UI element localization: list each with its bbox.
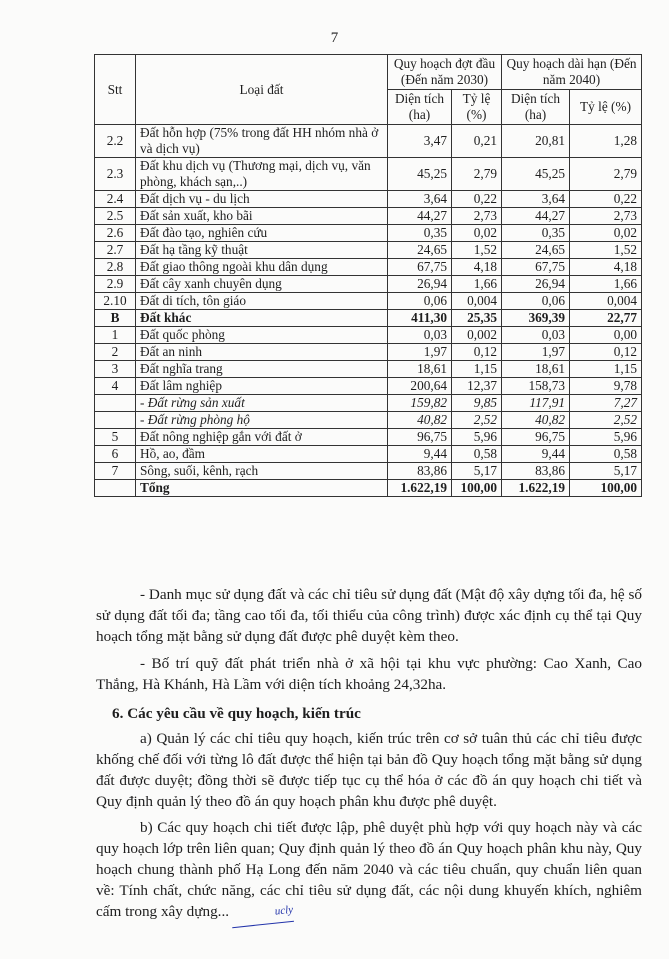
paragraph-b-text: b) Các quy hoạch chi tiết được lập, phê duyệt phù hợp với quy hoạch này và các quy hoạch lớp trên liên quan; Quy định quản lý theo đồ án Quy hoạch phân khu này, Quy hoạch chung thành phố Hạ Long đến năm 2040 và các tiêu chuẩn, quy chuẩn liên quan về: Tính chất, chức năng, các chỉ tiêu sử dụng đất, các nội dung khuyến khích, nghiêm cấm trong xây dựng... (96, 819, 642, 920)
table-row (95, 125, 642, 158)
initials-signature: ucly (230, 900, 294, 928)
row-ratio-2030: 0,002 (452, 327, 502, 344)
row-stt (95, 395, 136, 412)
row-stt: 2 (95, 344, 136, 361)
row-ratio-2030: 1,66 (452, 276, 502, 293)
row-area-2040: 117,91 (502, 395, 570, 412)
row-land-type: - Đất rừng sản xuất (136, 395, 388, 412)
row-land-type: Sông, suối, kênh, rạch (136, 463, 388, 480)
row-ratio-2040: 1,28 (570, 125, 642, 158)
header-ratio-2040: Tỷ lệ (%) (570, 90, 642, 125)
row-ratio-2040: 2,79 (570, 158, 642, 191)
row-ratio-2040: 4,18 (570, 259, 642, 276)
paragraph-a: a) Quản lý các chỉ tiêu quy hoạch, kiến trúc trên cơ sở tuân thủ các chỉ tiêu được khống chế đối với từng lô đất được thể hiện tại bản đồ Quy hoạch tổng mặt bằng sử dụng đất được duyệt; đồng thời sẽ được tiếp tục cụ thể hóa ở các đồ án quy hoạch chi tiết và Quy định quản lý theo đồ án quy hoạch phân khu được phê duyệt. (96, 730, 642, 810)
row-ratio-2040: 0,22 (570, 191, 642, 208)
table-row (95, 310, 642, 327)
row-area-2040: 24,65 (502, 242, 570, 259)
row-land-type: Đất đào tạo, nghiên cứu (136, 225, 388, 242)
row-ratio-2040: 9,78 (570, 378, 642, 395)
row-land-type: - Đất rừng phòng hộ (136, 412, 388, 429)
row-stt: 6 (95, 446, 136, 463)
row-area-2030: 9,44 (388, 446, 452, 463)
row-land-type: Đất quốc phòng (136, 327, 388, 344)
row-area-2040: 20,81 (502, 125, 570, 158)
row-area-2040: 44,27 (502, 208, 570, 225)
row-land-type: Đất hạ tầng kỹ thuật (136, 242, 388, 259)
row-ratio-2040: 5,96 (570, 429, 642, 446)
row-ratio-2030: 1,52 (452, 242, 502, 259)
table-row (95, 225, 642, 242)
row-ratio-2040: 0,02 (570, 225, 642, 242)
row-stt (95, 412, 136, 429)
header-stt: Stt (95, 55, 136, 125)
row-land-type: Đất nông nghiệp gắn với đất ở (136, 429, 388, 446)
row-area-2030: 0,03 (388, 327, 452, 344)
table-row (95, 361, 642, 378)
row-land-type: Hồ, ao, đầm (136, 446, 388, 463)
row-ratio-2030: 0,02 (452, 225, 502, 242)
row-area-2040: 40,82 (502, 412, 570, 429)
row-area-2030: 3,64 (388, 191, 452, 208)
row-area-2030: 45,25 (388, 158, 452, 191)
row-stt: B (95, 310, 136, 327)
row-area-2040: 96,75 (502, 429, 570, 446)
table-row (95, 191, 642, 208)
row-area-2040: 0,03 (502, 327, 570, 344)
row-land-type: Đất cây xanh chuyên dụng (136, 276, 388, 293)
row-ratio-2040: 0,00 (570, 327, 642, 344)
row-land-type: Đất nghĩa trang (136, 361, 388, 378)
paragraph-b (96, 817, 642, 925)
row-area-2040: 3,64 (502, 191, 570, 208)
row-ratio-2030: 2,52 (452, 412, 502, 429)
header-phase-2040: Quy hoạch dài hạn (Đến năm 2040) (502, 55, 642, 90)
row-ratio-2030: 0,12 (452, 344, 502, 361)
row-stt: 2.8 (95, 259, 136, 276)
header-phase-2030: Quy hoạch đợt đầu (Đến năm 2030) (388, 55, 502, 90)
row-stt: 2.5 (95, 208, 136, 225)
row-area-2030: 24,65 (388, 242, 452, 259)
table-row (95, 446, 642, 463)
land-use-table (94, 54, 642, 497)
row-ratio-2040: 2,73 (570, 208, 642, 225)
row-area-2030: 40,82 (388, 412, 452, 429)
row-area-2040: 67,75 (502, 259, 570, 276)
row-ratio-2030: 0,004 (452, 293, 502, 310)
row-stt: 2.4 (95, 191, 136, 208)
row-area-2030: 83,86 (388, 463, 452, 480)
table-body (95, 125, 642, 497)
table-row (95, 395, 642, 412)
row-ratio-2040: 100,00 (570, 480, 642, 497)
row-ratio-2030: 25,35 (452, 310, 502, 327)
table-row (95, 327, 642, 344)
row-land-type: Đất sản xuất, kho bãi (136, 208, 388, 225)
table-row (95, 242, 642, 259)
header-area-2040: Diện tích (ha) (502, 90, 570, 125)
row-stt: 5 (95, 429, 136, 446)
row-area-2030: 44,27 (388, 208, 452, 225)
table-row (95, 293, 642, 310)
row-ratio-2030: 2,73 (452, 208, 502, 225)
row-ratio-2040: 1,66 (570, 276, 642, 293)
paragraph-social-housing: - Bố trí quỹ đất phát triển nhà ở xã hội tại khu vực phường: Cao Xanh, Cao Thắng, Hà Khánh, Hà Lầm với diện tích khoảng 24,32ha. (96, 655, 642, 693)
row-area-2030: 1.622,19 (388, 480, 452, 497)
header-land-type: Loại đất (136, 55, 388, 125)
row-ratio-2040: 0,58 (570, 446, 642, 463)
page-number: 7 (330, 30, 339, 46)
row-area-2040: 9,44 (502, 446, 570, 463)
row-stt: 2.9 (95, 276, 136, 293)
row-ratio-2030: 5,17 (452, 463, 502, 480)
row-ratio-2030: 5,96 (452, 429, 502, 446)
row-area-2040: 369,39 (502, 310, 570, 327)
row-stt: 2.2 (95, 125, 136, 158)
row-stt: 2.6 (95, 225, 136, 242)
row-ratio-2030: 100,00 (452, 480, 502, 497)
row-area-2040: 1,97 (502, 344, 570, 361)
row-area-2040: 83,86 (502, 463, 570, 480)
row-stt: 7 (95, 463, 136, 480)
row-area-2040: 26,94 (502, 276, 570, 293)
row-land-type: Tổng (136, 480, 388, 497)
row-ratio-2030: 12,37 (452, 378, 502, 395)
row-area-2030: 159,82 (388, 395, 452, 412)
row-area-2030: 96,75 (388, 429, 452, 446)
table-row (95, 344, 642, 361)
row-ratio-2040: 2,52 (570, 412, 642, 429)
row-land-type: Đất hỗn hợp (75% trong đất HH nhóm nhà ở và dịch vụ) (136, 125, 388, 158)
row-area-2030: 18,61 (388, 361, 452, 378)
row-area-2040: 0,35 (502, 225, 570, 242)
row-stt (95, 480, 136, 497)
row-land-type: Đất giao thông ngoài khu dân dụng (136, 259, 388, 276)
table-row (95, 412, 642, 429)
row-land-type: Đất dịch vụ - du lịch (136, 191, 388, 208)
table-row (95, 158, 642, 191)
header-area-2030: Diện tích (ha) (388, 90, 452, 125)
row-ratio-2030: 0,58 (452, 446, 502, 463)
row-area-2030: 26,94 (388, 276, 452, 293)
table-row (95, 208, 642, 225)
paragraph-land-indicators: - Danh mục sử dụng đất và các chỉ tiêu sử dụng đất (Mật độ xây dựng tối đa, hệ số sử dụng đất tối đa; tầng cao tối đa, tối thiểu của công trình) được xác định cụ thể tại Quy hoạch tổng mặt bằng sử dụng đất được phê duyệt kèm theo. (96, 586, 642, 645)
row-ratio-2040: 5,17 (570, 463, 642, 480)
row-area-2030: 0,06 (388, 293, 452, 310)
row-area-2030: 3,47 (388, 125, 452, 158)
row-stt: 3 (95, 361, 136, 378)
header-ratio-2030: Tỷ lệ (%) (452, 90, 502, 125)
row-land-type: Đất an ninh (136, 344, 388, 361)
table-row (95, 259, 642, 276)
row-area-2030: 1,97 (388, 344, 452, 361)
table-row (95, 463, 642, 480)
row-ratio-2030: 9,85 (452, 395, 502, 412)
row-ratio-2030: 0,21 (452, 125, 502, 158)
row-stt: 2.7 (95, 242, 136, 259)
row-stt: 1 (95, 327, 136, 344)
row-area-2040: 45,25 (502, 158, 570, 191)
row-area-2040: 18,61 (502, 361, 570, 378)
row-ratio-2030: 1,15 (452, 361, 502, 378)
row-stt: 4 (95, 378, 136, 395)
row-ratio-2040: 22,77 (570, 310, 642, 327)
row-area-2030: 200,64 (388, 378, 452, 395)
row-ratio-2040: 1,52 (570, 242, 642, 259)
table-row (95, 480, 642, 497)
row-area-2040: 158,73 (502, 378, 570, 395)
row-area-2030: 0,35 (388, 225, 452, 242)
row-stt: 2.3 (95, 158, 136, 191)
row-ratio-2030: 0,22 (452, 191, 502, 208)
row-ratio-2040: 0,004 (570, 293, 642, 310)
row-ratio-2040: 7,27 (570, 395, 642, 412)
row-area-2030: 67,75 (388, 259, 452, 276)
row-ratio-2030: 2,79 (452, 158, 502, 191)
table-row (95, 429, 642, 446)
table-row (95, 378, 642, 395)
row-area-2030: 411,30 (388, 310, 452, 327)
section-heading: 6. Các yêu cầu về quy hoạch, kiến trúc (112, 705, 361, 722)
row-ratio-2040: 0,12 (570, 344, 642, 361)
row-land-type: Đất khác (136, 310, 388, 327)
body-text (96, 584, 642, 925)
row-land-type: Đất khu dịch vụ (Thương mại, dịch vụ, văn phòng, khách sạn,..) (136, 158, 388, 191)
row-ratio-2040: 1,15 (570, 361, 642, 378)
table-row (95, 276, 642, 293)
row-land-type: Đất di tích, tôn giáo (136, 293, 388, 310)
row-stt: 2.10 (95, 293, 136, 310)
row-area-2040: 1.622,19 (502, 480, 570, 497)
row-area-2040: 0,06 (502, 293, 570, 310)
row-land-type: Đất lâm nghiệp (136, 378, 388, 395)
row-ratio-2030: 4,18 (452, 259, 502, 276)
